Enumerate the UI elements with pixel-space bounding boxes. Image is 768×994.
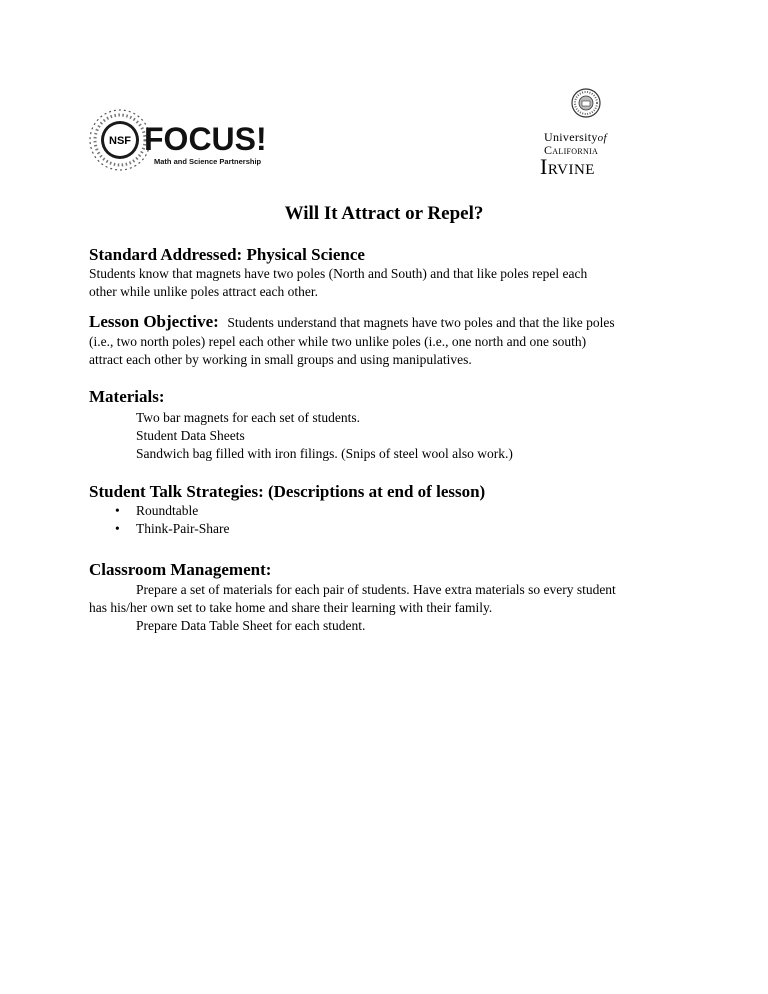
classroom-management-heading: Classroom Management: <box>89 560 272 579</box>
management-line-1: Prepare a set of materials for each pair of students. Have extra materials so every student <box>136 582 616 597</box>
objective-heading-row <box>89 312 615 332</box>
objective-line-2: (i.e., two north poles) repel each other while two unlike poles (i.e., one north and one south) <box>89 334 587 349</box>
materials-item: Sandwich bag filled with iron filings. (Snips of steel wool also work.) <box>136 446 513 461</box>
standard-line-1: Students know that magnets have two poles (North and South) and that like poles repel each <box>89 266 588 281</box>
standard-heading: Standard Addressed: Physical Science <box>89 245 365 264</box>
objective-line-3: attract each other by working in small groups and using manipulatives. <box>89 352 472 367</box>
uc-seal-icon <box>571 88 601 118</box>
objective-heading: Lesson Objective: <box>89 312 219 331</box>
talk-strategies-heading: Student Talk Strategies: (Descriptions at end of lesson) <box>89 482 486 501</box>
focus-tagline: Math and Science Partnership <box>154 157 262 166</box>
bullet-icon: • <box>115 521 120 536</box>
focus-logo <box>88 108 308 178</box>
materials-item: Student Data Sheets <box>136 428 245 443</box>
objective-line-1: Students understand that magnets have two poles and that the like poles <box>227 315 615 330</box>
focus-wordmark: FOCUS! <box>144 121 267 157</box>
bullet-icon: • <box>115 503 120 518</box>
uci-irvine-text: Irvine <box>540 154 595 179</box>
talk-strategy-item: Roundtable <box>136 503 199 518</box>
nsf-badge: NSF <box>109 135 131 147</box>
document-title: Will It Attract or Repel? <box>284 203 484 224</box>
management-line-3: Prepare Data Table Sheet for each student. <box>136 618 366 633</box>
management-line-2: has his/her own set to take home and share their learning with their family. <box>89 600 493 615</box>
materials-item: Two bar magnets for each set of students. <box>136 410 360 425</box>
materials-heading: Materials: <box>89 387 165 406</box>
uci-logo <box>538 86 648 178</box>
standard-line-2: other while unlike poles attract each other. <box>89 284 319 299</box>
uci-university-text: Universityof <box>544 130 607 144</box>
uci-california-text: California <box>544 143 599 157</box>
talk-strategy-item: Think-Pair-Share <box>136 521 230 536</box>
